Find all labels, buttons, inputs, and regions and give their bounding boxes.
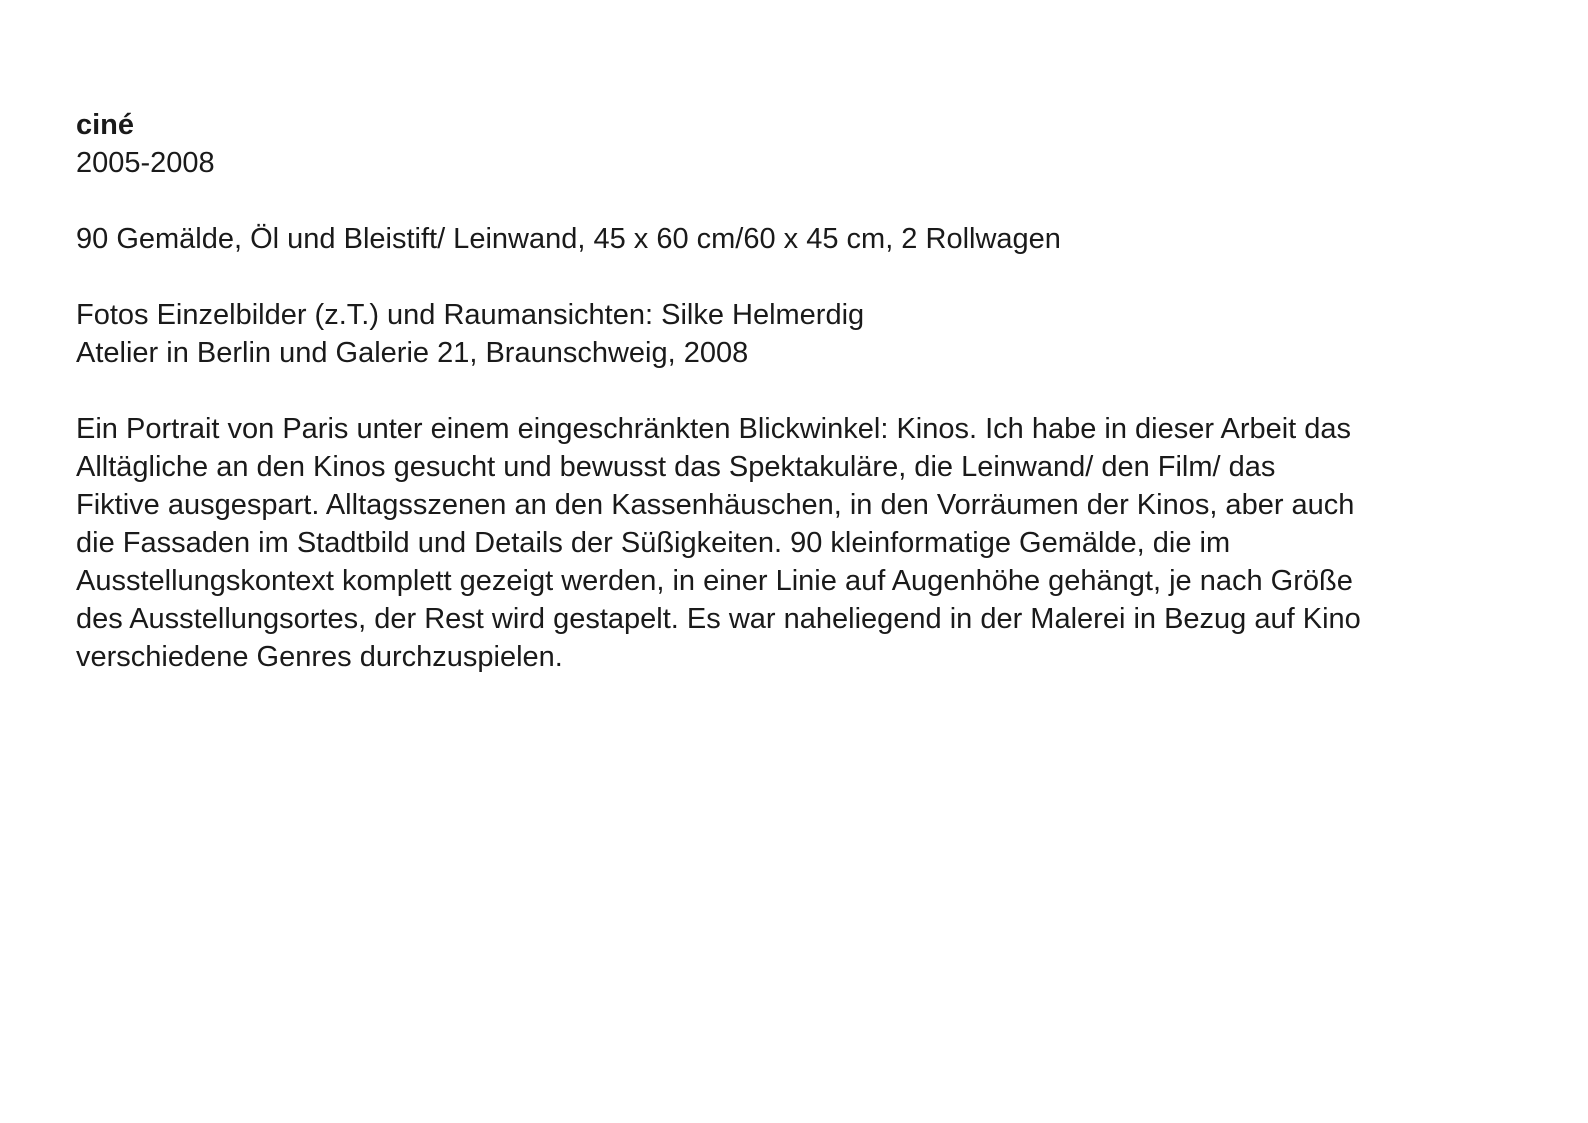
spacer bbox=[76, 372, 1516, 410]
description-paragraph bbox=[76, 410, 1516, 676]
exhibition-location: Atelier in Berlin und Galerie 21, Braunschweig, 2008 bbox=[76, 337, 749, 369]
description-line: die Fassaden im Stadtbild und Details der Süßigkeiten. 90 kleinformatige Gemälde, die im bbox=[76, 527, 1231, 559]
photo-credit: Fotos Einzelbilder (z.T.) und Raumansichten: Silke Helmerdig bbox=[76, 299, 865, 331]
work-years: 2005-2008 bbox=[76, 147, 215, 179]
work-title: ciné bbox=[76, 109, 135, 141]
description-line: Alltägliche an den Kinos gesucht und bewusst das Spektakuläre, die Leinwand/ den Film/ das bbox=[76, 451, 1276, 483]
description-line: Ausstellungskontext komplett gezeigt werden, in einer Linie auf Augenhöhe gehängt, je nach Größe bbox=[76, 565, 1353, 597]
document-page bbox=[76, 106, 1516, 676]
description-line: Ein Portrait von Paris unter einem eingeschränkten Blickwinkel: Kinos. Ich habe in dieser Arbeit das bbox=[76, 413, 1352, 445]
description-line: Fiktive ausgespart. Alltagsszenen an den Kassenhäuschen, in den Vorräumen der Kinos, aber auch bbox=[76, 489, 1355, 521]
description-line: des Ausstellungsortes, der Rest wird gestapelt. Es war naheliegend in der Malerei in Bezug auf Kino bbox=[76, 603, 1361, 635]
spacer bbox=[76, 258, 1516, 296]
description-line: verschiedene Genres durchzuspielen. bbox=[76, 641, 563, 673]
work-materials: 90 Gemälde, Öl und Bleistift/ Leinwand, 45 x 60 cm/60 x 45 cm, 2 Rollwagen bbox=[76, 223, 1061, 255]
spacer bbox=[76, 182, 1516, 220]
